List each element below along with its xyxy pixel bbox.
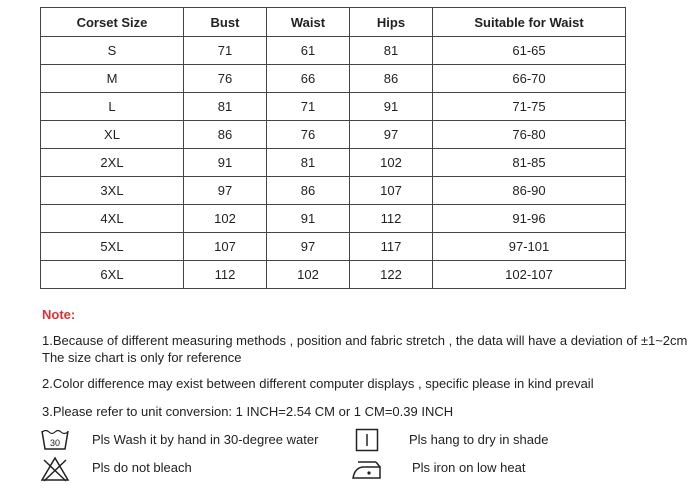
header-corset-size: Corset Size <box>41 8 184 37</box>
table-row <box>41 261 626 289</box>
wash-temp-label: 30 <box>49 438 61 448</box>
iron-low-icon <box>350 458 384 482</box>
table-cell: 102-107 <box>433 261 626 289</box>
table-cell: 112 <box>184 261 267 289</box>
table-row <box>41 37 626 65</box>
table-cell: 91 <box>267 205 350 233</box>
table-cell: 81 <box>350 37 433 65</box>
table-cell: 76 <box>184 65 267 93</box>
header-bust: Bust <box>184 8 267 37</box>
table-cell: 76 <box>267 121 350 149</box>
table-cell: 107 <box>184 233 267 261</box>
table-cell: 3XL <box>41 177 184 205</box>
header-hips: Hips <box>350 8 433 37</box>
care-no-bleach-text: Pls do not bleach <box>92 460 192 475</box>
table-cell: 81 <box>184 93 267 121</box>
care-wash-text: Pls Wash it by hand in 30-degree water <box>92 432 319 447</box>
table-row <box>41 149 626 177</box>
table-cell: 97 <box>350 121 433 149</box>
note-line-2: 2.Color difference may exist between different computer displays , specific please in kind prevail <box>42 376 594 391</box>
table-cell: M <box>41 65 184 93</box>
table-cell: 97 <box>267 233 350 261</box>
table-cell: 107 <box>350 177 433 205</box>
note-title: Note: <box>42 307 76 322</box>
table-cell: 86-90 <box>433 177 626 205</box>
line-dry-shade-icon <box>355 428 379 452</box>
table-cell: 86 <box>184 121 267 149</box>
care-iron-text: Pls iron on low heat <box>412 460 526 475</box>
note-line-3: 3.Please refer to unit conversion: 1 INCH=2.54 CM or 1 CM=0.39 INCH <box>42 404 454 419</box>
table-cell: 102 <box>184 205 267 233</box>
table-row <box>41 177 626 205</box>
table-cell: 97 <box>184 177 267 205</box>
care-hang-dry-text: Pls hang to dry in shade <box>409 432 549 447</box>
note-line-1b: The size chart is only for reference <box>42 350 242 365</box>
table-cell: 66 <box>267 65 350 93</box>
table-header-row <box>41 8 626 37</box>
table-cell: 97-101 <box>433 233 626 261</box>
note-line-1: 1.Because of different measuring methods , position and fabric stretch , the data will have a deviation of ±1~2cm <box>42 333 688 348</box>
table-cell: 86 <box>350 65 433 93</box>
table-cell: 91 <box>184 149 267 177</box>
table-cell: 61 <box>267 37 350 65</box>
table-cell: L <box>41 93 184 121</box>
table-cell: 6XL <box>41 261 184 289</box>
table-row <box>41 233 626 261</box>
table-cell: 4XL <box>41 205 184 233</box>
header-waist: Waist <box>267 8 350 37</box>
table-cell: 86 <box>267 177 350 205</box>
table-cell: 91 <box>350 93 433 121</box>
table-row <box>41 121 626 149</box>
table-row <box>41 65 626 93</box>
table-cell: 71-75 <box>433 93 626 121</box>
table-cell: 102 <box>267 261 350 289</box>
table-cell: 81 <box>267 149 350 177</box>
table-cell: 81-85 <box>433 149 626 177</box>
table-cell: 71 <box>267 93 350 121</box>
table-cell: 91-96 <box>433 205 626 233</box>
table-cell: 71 <box>184 37 267 65</box>
table-cell: 2XL <box>41 149 184 177</box>
table-row <box>41 205 626 233</box>
table-cell: 66-70 <box>433 65 626 93</box>
hand-wash-30-icon <box>40 428 70 452</box>
table-cell: 122 <box>350 261 433 289</box>
no-bleach-icon <box>40 456 70 482</box>
table-cell: 61-65 <box>433 37 626 65</box>
table-cell: 5XL <box>41 233 184 261</box>
table-cell: XL <box>41 121 184 149</box>
table-cell: S <box>41 37 184 65</box>
table-cell: 102 <box>350 149 433 177</box>
table-cell: 112 <box>350 205 433 233</box>
size-chart-table <box>40 7 626 289</box>
table-cell: 117 <box>350 233 433 261</box>
table-cell: 76-80 <box>433 121 626 149</box>
table-row <box>41 93 626 121</box>
header-suitable-waist: Suitable for Waist <box>433 8 626 37</box>
